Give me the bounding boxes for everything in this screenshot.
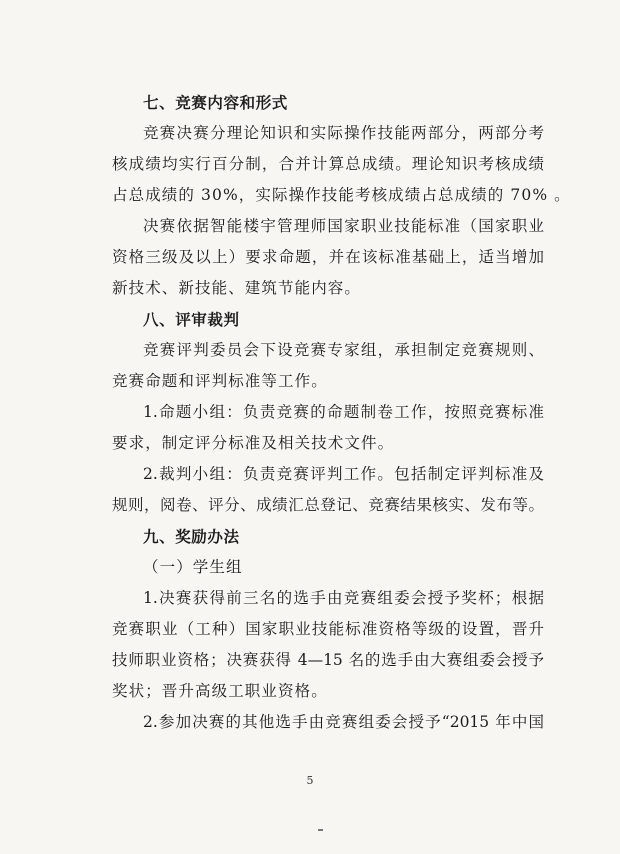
paragraph-line: 资格三级及以上）要求命题，并在该标准基础上，适当增加 bbox=[112, 248, 544, 266]
paragraph-line: 2.裁判小组：负责竞赛评判工作。包括制定评判标准及 bbox=[143, 465, 544, 483]
subsection-heading: （一）学生组 bbox=[143, 558, 243, 576]
paragraph-line: 1.决赛获得前三名的选手由竞赛组委会授予奖杯；根据 bbox=[143, 589, 544, 607]
paragraph-line: 技师职业资格；决赛获得 4—15 名的选手由大赛组委会授予 bbox=[112, 651, 544, 669]
paragraph-line: 竞赛命题和评判标准等工作。 bbox=[112, 372, 328, 390]
section-heading-9: 九、奖励办法 bbox=[143, 527, 240, 546]
paragraph-line: 奖状；晋升高级工职业资格。 bbox=[112, 682, 328, 700]
paragraph-line: 竞赛职业（工种）国家职业技能标准资格等级的设置，晋升 bbox=[112, 620, 544, 638]
paragraph-line: 1.命题小组：负责竞赛的命题制卷工作，按照竞赛标准 bbox=[143, 403, 544, 421]
paragraph-line: 要求，制定评分标准及相关技术文件。 bbox=[112, 434, 395, 452]
footer-mark bbox=[318, 829, 323, 831]
paragraph-line: 核成绩均实行百分制，合并计算总成绩。理论知识考核成绩 bbox=[112, 155, 544, 173]
section-heading-8: 八、评审裁判 bbox=[143, 310, 240, 329]
paragraph-line: 竞赛评判委员会下设竞赛专家组，承担制定竞赛规则、 bbox=[143, 341, 544, 359]
section-heading-7: 七、竞赛内容和形式 bbox=[143, 93, 288, 112]
paragraph-line: 2.参加决赛的其他选手由竞赛组委会授予“2015 年中国 bbox=[143, 713, 544, 731]
paragraph-line: 规则，阅卷、评分、成绩汇总登记、竞赛结果核实、发布等。 bbox=[112, 496, 544, 514]
paragraph-line: 竞赛决赛分理论知识和实际操作技能两部分，两部分考 bbox=[143, 124, 544, 142]
paragraph-line: 决赛依据智能楼宇管理师国家职业技能标准（国家职业 bbox=[143, 217, 544, 235]
paragraph-line: 新技术、新技能、建筑节能内容。 bbox=[112, 279, 362, 297]
paragraph-line: 占总成绩的 30%，实际操作技能考核成绩占总成绩的 70% 。 bbox=[112, 186, 571, 204]
document-body bbox=[112, 87, 571, 738]
page-number: 5 bbox=[306, 774, 314, 787]
